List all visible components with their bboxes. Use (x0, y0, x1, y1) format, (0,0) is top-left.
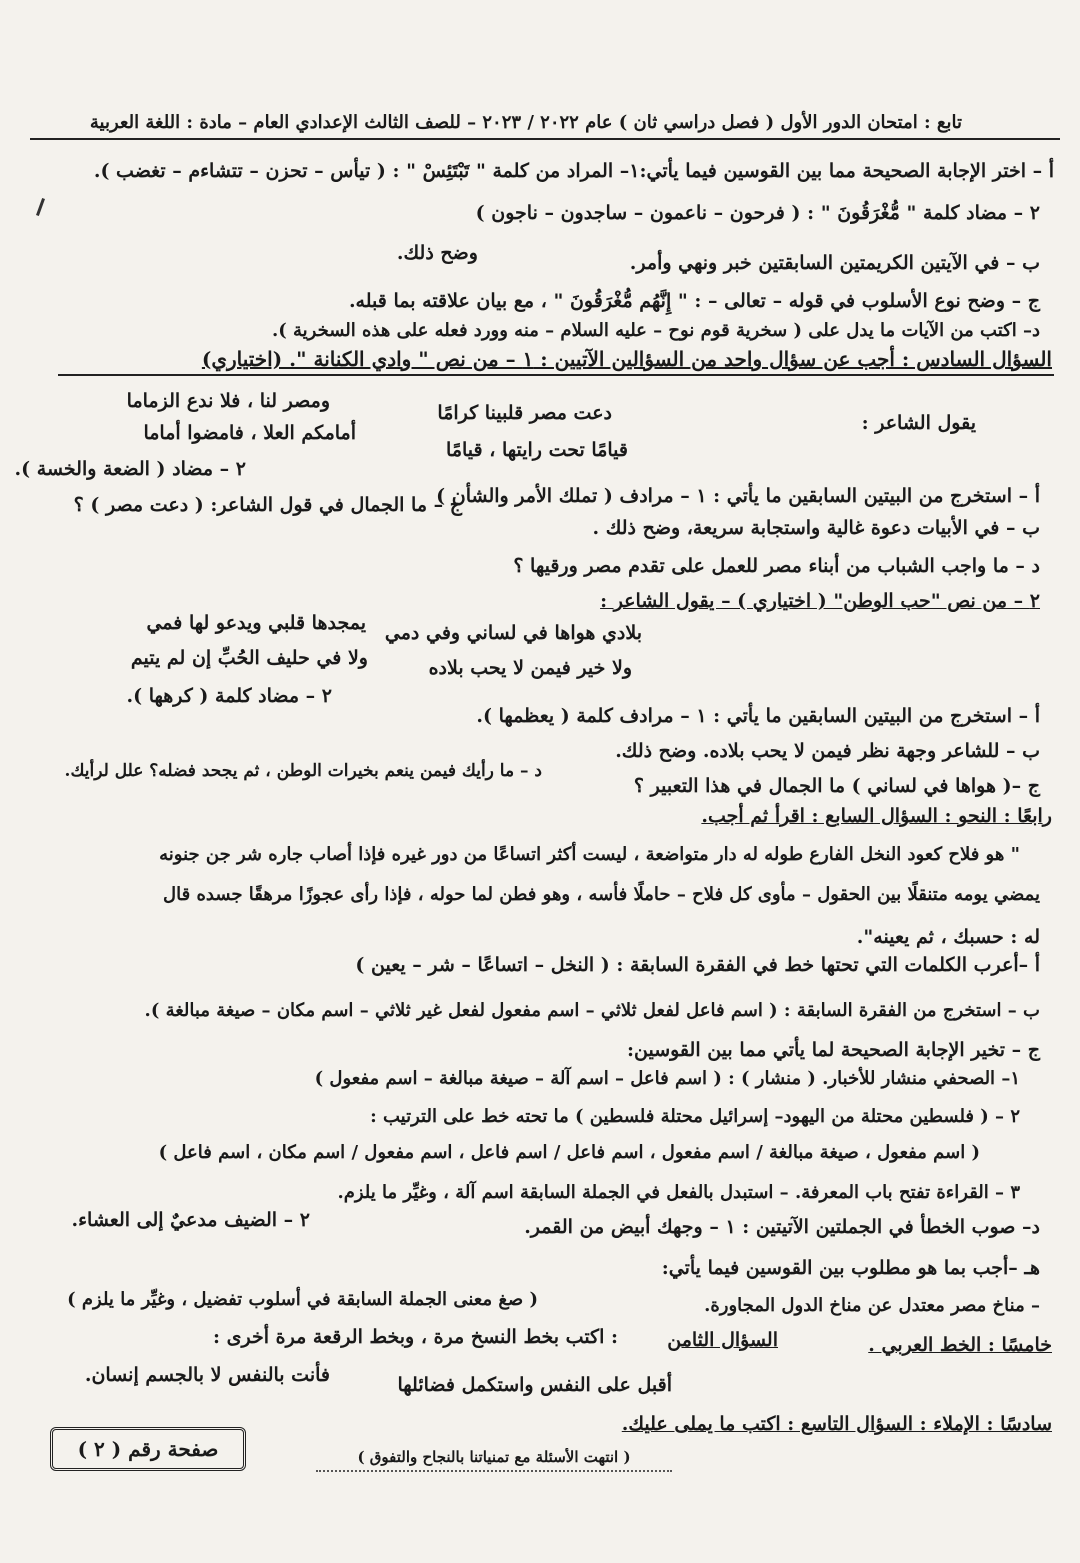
page-number: صفحة رقم ( ٢ ) (77, 1437, 219, 1461)
q6-c: ج – ما الجمال في قول الشاعر: ( دعت مصر ) ؟ (73, 494, 462, 516)
q6-v3b: يمجدها قلبي ويدعو لها فمي (146, 612, 366, 634)
q5-a2: ٢ – مضاد كلمة " مُّغْرَقُونَ " : ( فرحون – ناعمون – ساجدون – ناجون ) (475, 202, 1040, 224)
q7-b: ب – استخرج من الفقرة السابقة : ( اسم فاعل لفعل ثلاثي – اسم مفعول لفعل غير ثلاثي – اسم مكان – صيغة مبالغة ). (144, 1000, 1040, 1021)
q6-d: د – ما واجب الشباب من أبناء مصر للعمل على تقدم مصر ورقيها ؟ (513, 555, 1040, 577)
q8-verse-a: أقبل على النفس واستكمل فضائلها (397, 1374, 672, 1396)
q8-title: السؤال الثامن (667, 1329, 778, 1351)
q6-intro: يقول الشاعر : (861, 412, 976, 434)
q6-p2b: ب – للشاعر وجهة نظر فيمن لا يحب بلاده. وضح ذلك. (615, 740, 1040, 762)
q8-verse-b: فأنت بالنفس لا بالجسم إنسان. (84, 1364, 330, 1386)
q7-para1: " هو فلاح كعود النخل الفارع طوله له دار متواضعة ، ليست أكثر اتساعًا من دور غيره فإذا أصاب جاره شر جن جنونه (159, 844, 1020, 865)
q5-c: ج – وضح نوع الأسلوب في قوله – تعالى – : " إِنَّهُم مُّغْرَقُونَ " ، مع بيان علاقته بما قبله. (348, 290, 1040, 312)
q7-c2: ٢ – ( فلسطين محتلة من اليهود– إسرائيل محتلة فلسطين ) ما تحته خط على الترتيب : (370, 1106, 1020, 1127)
q6-b: ب – في الأبيات دعوة غالية واستجابة سريعة، وضح ذلك . (592, 517, 1040, 539)
q7-c: ج – تخير الإجابة الصحيحة لما يأتي مما بين القوسين: (626, 1039, 1040, 1061)
q6-verse2b: أمامكم العلا ، فامضوا أماما (143, 422, 356, 444)
q7-c3: ٣ – القراءة تفتح باب المعرفة. – استبدل بالفعل في الجملة السابقة اسم آلة ، وغيِّر ما يلزم. (337, 1182, 1020, 1203)
q8-instructions: : اكتب بخط النسخ مرة ، وبخط الرقعة مرة أخرى : (213, 1326, 618, 1348)
q6-heading: السؤال السادس : أجب عن سؤال واحد من السؤالين الآتيين : ١ – من نص " وادي الكنانة ". (اختياري) (201, 347, 1052, 371)
q7-e1: – مناخ مصر معتدل عن مناخ الدول المجاورة. (704, 1295, 1040, 1316)
q7-e: هـ –أجب بما هو مطلوب بين القوسين فيما يأتي: (661, 1257, 1040, 1279)
q7-e1b: ( صغ معنى الجملة السابقة في أسلوب تفضيل ، وغيِّر ما يلزم ) (67, 1289, 538, 1310)
q7-c2-options: ( اسم مفعول ، صيغة مبالغة / اسم مفعول ، اسم فاعل / اسم فاعل ، اسم مفعول / اسم مكان ، اسم فاعل ) (158, 1142, 980, 1163)
q6-a2: ٢ – مضاد ( الضعة والخسة ). (14, 458, 246, 480)
q6-verse1a: دعت مصر قلبينا كرامًا (437, 402, 612, 424)
footer-note: ( انتهت الأسئلة مع تمنياتنا بالنجاح والتفوق ) (316, 1448, 672, 1472)
q7-para3: له : حسبك ، ثم يعينه". (856, 926, 1040, 948)
q7-heading: رابعًا : النحو : السؤال السابع : اقرأ ثم أجب. (701, 805, 1052, 827)
page-number-box (50, 1427, 246, 1471)
q5-a: أ – اختر الإجابة الصحيحة مما بين القوسين فيما يأتي:١– المراد من كلمة " تَبْتَئِسْ " : ( تيأس – تحزن – تتشاءم – تغضب ). (93, 160, 1054, 182)
q6-verse1b: ومصر لنا ، فلا ندع الزماما (126, 390, 330, 412)
q6-heading-rule (58, 374, 1054, 376)
q8-heading: خامسًا : الخط العربي . (868, 1334, 1052, 1356)
q5-b: ب – في الآيتين الكريمتين السابقتين خبر ونهي وأمر. (629, 252, 1040, 274)
q9-heading: سادسًا : الإملاء : السؤال التاسع : اكتب ما يملى عليك. (621, 1413, 1052, 1435)
q7-c1: ١– الصحفي منشار للأخبار. ( منشار ) : ( اسم فاعل – اسم آلة – صيغة مبالغة – اسم مفعول ) (314, 1068, 1020, 1089)
q6-p2a: أ – استخرج من البيتين السابقين ما يأتي : ١ – مرادف كلمة ( يعظمها ). (476, 705, 1040, 727)
header-divider (30, 138, 1060, 140)
q6-p2d: د – ما رأيك فيمن ينعم بخيرات الوطن ، ثم يجحد فضله؟ علل لرأيك. (64, 761, 542, 781)
q6-part2-heading: ٢ – من نص "حب الوطن" ( اختياري ) – يقول الشاعر : (600, 590, 1040, 612)
q6-verse2a: قيامًا تحت رايتها ، قيامًا (446, 439, 628, 461)
q6-p2c: ج –( هواها في لساني ) ما الجمال في هذا التعبير ؟ (633, 775, 1040, 797)
q5-b-tail: وضح ذلك. (396, 242, 478, 264)
q7-d2: ٢ – الضيف مدعيٌ إلى العشاء. (71, 1209, 310, 1231)
q7-para2: يمضي يومه متنقلًا بين الحقول – مأوى كل فلاح – حاملًا فأسه ، وهو فطن لما حوله ، فإذا رأى عجوزًا مرهقًا جسده قال (163, 884, 1040, 905)
exam-header: تابع : امتحان الدور الأول ( فصل دراسي ثان ) عام ٢٠٢٢ / ٢٠٢٣ – للصف الثالث الإعدادي العام – مادة : اللغة العربية (89, 112, 962, 133)
q5-d: د– اكتب من الآيات ما يدل على ( سخرية قوم نوح – عليه السلام – منه وورد فعله على هذه السخرية ). (271, 320, 1040, 341)
q6-p2a2: ٢ – مضاد كلمة ( كرهها ). (126, 685, 332, 707)
q6-a: أ – استخرج من البيتين السابقين ما يأتي : ١ – مرادف ( تملك الأمر والشأن ) (436, 485, 1040, 507)
q7-a: أ –أعرب الكلمات التي تحتها خط في الفقرة السابقة : ( النخل – اتساعًا – شر – يعين ) (355, 954, 1040, 976)
q6-v4a: ولا خير فيمن لا يحب بلاده (428, 657, 632, 679)
q6-v4b: ولا في حليف الحُبِّ إن لم يتيم (130, 647, 368, 669)
q7-d: د– صوب الخطأ في الجملتين الآتيتين : ١ – وجهك أبيض من القمر. (524, 1216, 1040, 1238)
q6-v3a: بلادي هواها في لساني وفي دمي (384, 622, 642, 644)
